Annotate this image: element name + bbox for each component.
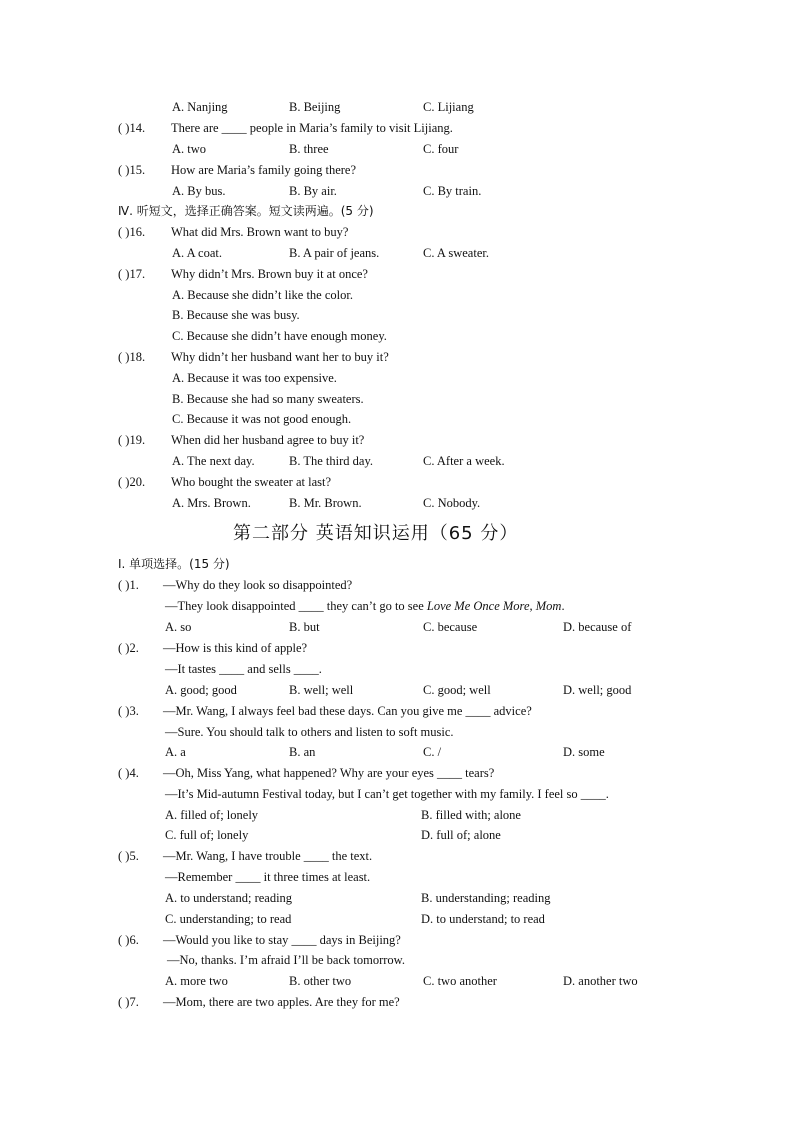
q5-stem: —Mr. Wang, I have trouble ____ the text. [163, 849, 373, 863]
q19-option-c: C. After a week. [423, 454, 505, 468]
q6-option-c: C. two another [423, 974, 497, 988]
q14-number: ( )14. [118, 121, 146, 135]
q17-stem: Why didn’t Mrs. Brown buy it at once? [171, 267, 368, 281]
section-4-title: Ⅳ. 听短文，选择正确答案。短文读两遍。(5 分) [118, 204, 374, 218]
q1-option-c: C. because [423, 620, 478, 634]
q14-option-a: A. two [172, 142, 207, 156]
q15-option-c: C. By train. [423, 184, 482, 198]
q4-number: ( )4. [118, 766, 139, 780]
q4-option-b: B. filled with; alone [421, 808, 521, 822]
section-1-title: Ⅰ. 单项选择。(15 分) [118, 557, 230, 571]
q13-option-c: C. Lijiang [423, 100, 474, 114]
q5-option-c: C. understanding; to read [165, 912, 292, 926]
q2-option-a: A. good; good [165, 683, 237, 697]
q4-stem: —Oh, Miss Yang, what happened? Why are your eyes ____ tears? [163, 766, 495, 780]
q20-option-a: A. Mrs. Brown. [172, 496, 251, 510]
q6-option-a: A. more two [165, 974, 228, 988]
q18-number: ( )18. [118, 350, 146, 364]
q3-option-b: B. an [289, 745, 316, 759]
q2-answer-line: —It tastes ____ and sells ____. [165, 662, 322, 676]
q17-number: ( )17. [118, 267, 146, 281]
q2-option-b: B. well; well [289, 683, 354, 697]
q2-number: ( )2. [118, 641, 139, 655]
q1-answer-end: . [561, 599, 565, 613]
q16-stem: What did Mrs. Brown want to buy? [171, 225, 349, 239]
q6-stem: —Would you like to stay ____ days in Beijing? [163, 933, 401, 947]
q5-option-b: B. understanding; reading [421, 891, 551, 905]
q17-option-c: C. Because she didn’t have enough money. [172, 329, 387, 343]
q6-option-d: D. another two [563, 974, 638, 988]
q20-option-c: C. Nobody. [423, 496, 481, 510]
q19-option-a: A. The next day. [172, 454, 255, 468]
q4-answer-line: —It’s Mid-autumn Festival today, but I can’t get together with my family. I feel so ____. [165, 787, 609, 801]
q7-stem: —Mom, there are two apples. Are they for me? [163, 995, 400, 1009]
q19-stem: When did her husband agree to buy it? [171, 433, 365, 447]
q14-stem: There are ____ people in Maria’s family to visit Lijiang. [171, 121, 453, 135]
q16-option-a: A. A coat. [172, 246, 222, 260]
q5-number: ( )5. [118, 849, 139, 863]
q7-number: ( )7. [118, 995, 139, 1009]
q1-stem: —Why do they look so disappointed? [163, 578, 353, 592]
q1-option-b: B. but [289, 620, 320, 634]
q6-number: ( )6. [118, 933, 139, 947]
q20-number: ( )20. [118, 475, 146, 489]
q1-number: ( )1. [118, 578, 139, 592]
q4-option-a: A. filled of; lonely [165, 808, 259, 822]
q5-option-a: A. to understand; reading [165, 891, 293, 905]
q6-option-b: B. other two [289, 974, 352, 988]
q1-option-a: A. so [165, 620, 192, 634]
q14-option-c: C. four [423, 142, 459, 156]
q5-option-d: D. to understand; to read [421, 912, 545, 926]
q1-answer-text: —They look disappointed ____ they can’t go to see [165, 599, 427, 613]
q15-stem: How are Maria’s family going there? [171, 163, 357, 177]
q13-option-a: A. Nanjing [172, 100, 228, 114]
q20-option-b: B. Mr. Brown. [289, 496, 362, 510]
q14-option-b: B. three [289, 142, 329, 156]
q18-stem: Why didn’t her husband want her to buy it? [171, 350, 389, 364]
q3-option-d: D. some [563, 745, 605, 759]
q16-option-c: C. A sweater. [423, 246, 489, 260]
q6-answer-line: —No, thanks. I’m afraid I’ll be back tomorrow. [167, 953, 406, 967]
q18-option-a: A. Because it was too expensive. [172, 371, 337, 385]
q1-option-d: D. because of [563, 620, 632, 634]
q18-option-c: C. Because it was not good enough. [172, 412, 352, 426]
q2-option-d: D. well; good [563, 683, 632, 697]
q15-option-a: A. By bus. [172, 184, 226, 198]
q3-option-a: A. a [165, 745, 186, 759]
q1-answer-line [165, 598, 565, 614]
q16-number: ( )16. [118, 225, 146, 239]
q18-option-b: B. Because she had so many sweaters. [172, 392, 364, 406]
q2-option-c: C. good; well [423, 683, 491, 697]
q3-answer-line: —Sure. You should talk to others and listen to soft music. [165, 725, 454, 739]
q16-option-b: B. A pair of jeans. [289, 246, 380, 260]
q3-stem: —Mr. Wang, I always feel bad these days. Can you give me ____ advice? [163, 704, 532, 718]
q17-option-b: B. Because she was busy. [172, 308, 300, 322]
q1-movie-title: Love Me Once More, Mom [426, 599, 562, 613]
part-2-heading: 第二部分 英语知识运用（65 分） [233, 523, 519, 544]
q13-option-b: B. Beijing [289, 100, 341, 114]
q4-option-d: D. full of; alone [421, 828, 501, 842]
q19-number: ( )19. [118, 433, 146, 447]
q3-option-c: C. / [423, 745, 442, 759]
q4-option-c: C. full of; lonely [165, 828, 249, 842]
q3-number: ( )3. [118, 704, 139, 718]
q19-option-b: B. The third day. [289, 454, 374, 468]
q20-stem: Who bought the sweater at last? [171, 475, 332, 489]
q17-option-a: A. Because she didn’t like the color. [172, 288, 353, 302]
q15-option-b: B. By air. [289, 184, 337, 198]
q15-number: ( )15. [118, 163, 146, 177]
q2-stem: —How is this kind of apple? [163, 641, 308, 655]
q5-answer-line: —Remember ____ it three times at least. [165, 870, 371, 884]
